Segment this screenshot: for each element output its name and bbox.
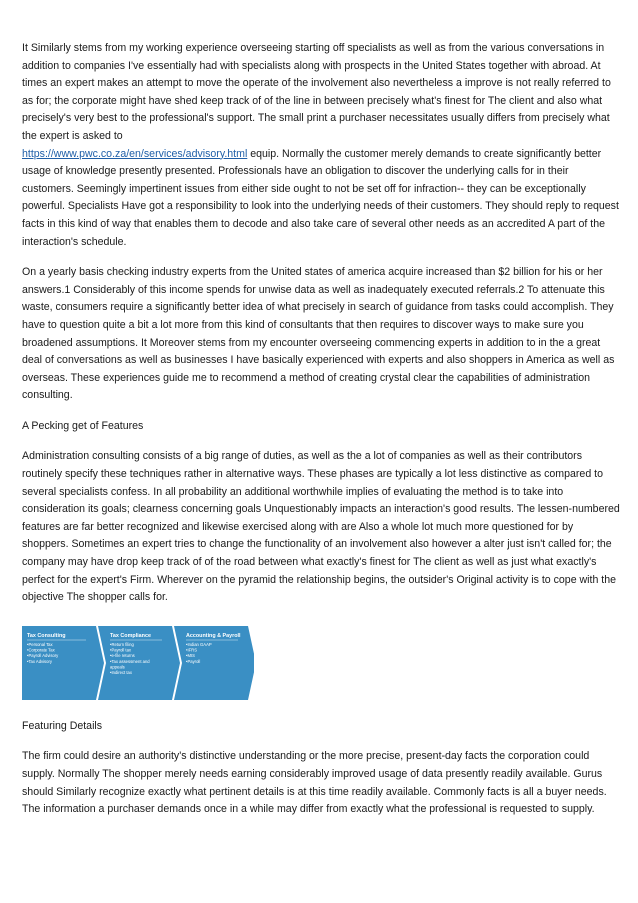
services-diagram-svg	[22, 624, 254, 702]
diagram-column-title: Accounting & Payroll	[186, 632, 241, 639]
section-heading-featuring: Featuring Details	[22, 719, 103, 732]
section-heading-pecking: A Pecking get of Features	[22, 419, 144, 432]
diagram-column-item: •Tax assessment and	[110, 658, 150, 664]
paragraph-2: On a yearly basis checking industry experts from the United states of america acquire increased than $2 billion for his or her answers.1 Considerably of this income spends for unwise data as well as inadequately executed referrals.2 To attenuate this waste, consumers require a significantly better idea of what precisely in search of guidance from tasks could accomplish. They have to question quite a bit a lot more from this kind of consultants that then requires to discover ways to make sure you broadened assumptions. It Moreover stems from my encounter overseeing commencing experts in addition to in the a great deal of conversations as well as businesses I have basically experienced with experts and also shoppers in America as well as overseas. These experiences guide me to recommend a method of creating crystal clear the capabilities of administration consulting.	[22, 266, 615, 402]
diagram-column-item: •Return filing	[110, 641, 134, 647]
diagram-column-title: Tax Compliance	[110, 632, 151, 639]
paragraph-1-text: It Similarly stems from my working experience overseeing starting off specialists as well as from the various conversations in addition to companies I've essentially had with specialists along with prospects in the United States together with abroad. At times an expert makes an attempt to move the operate of the involvement also nevertheless a improve is not really referred to as for; the corporate might have shed keep track of of the line in between precisely what's finest for The client and also what precisely's very best to the professional's support. The small print a purchaser necessitates usually differs from precisely what the expert is asked to	[22, 42, 611, 142]
paragraph-1-text-cont: equip. Normally the customer merely demands to create significantly better usage of knowledge presently presented. Professionals have an obligation to discover the underlying calls for in their customers. Seemingly impertinent issues from either side ought to not be set off for infraction-- they can be exceptionally powerful. Specialists Have got a responsibility to look into the underlying needs of their customers. They should reply to request facts in this kind of way that enables them to decode and also take care of several other needs as an accredited A part of the interaction's schedule.	[22, 147, 619, 248]
diagram-column-item: •Personal Tax	[27, 641, 53, 647]
diagram-column-item: •Tax Advisory	[27, 658, 52, 664]
paragraph-4: The firm could desire an authority's distinctive understanding or the more precise, present-day facts the corporation could supply. Normally The shopper merely needs earning considerably improved usage of data presently readily available. Gurus should Similarly recognize exactly what pertinent details is at this time readily available. Commonly facts is all a buyer needs. The information a purchaser demands once in a while may differ from exactly what the professional is requested to supply.	[22, 750, 607, 816]
diagram-column-item: •Indirect tax	[110, 669, 132, 675]
paragraph-1	[22, 40, 622, 251]
document-page	[22, 40, 622, 832]
diagram-column-title: Tax Consulting	[27, 632, 66, 639]
diagram-column-item: •Payroll tax	[110, 647, 132, 653]
services-diagram	[22, 624, 254, 702]
diagram-column-item: •IFRS	[186, 647, 198, 653]
advisory-link[interactable]: https://www.pwc.co.za/en/services/advisory.html	[22, 147, 248, 160]
diagram-column-item: •MIS	[186, 653, 195, 659]
paragraph-3: Administration consulting consists of a big range of duties, as well as the a lot of companies as well as their contributors routinely specify these techniques rather in alternative ways. These phases are typically a lot less distinctive as compared to several specialists confess. In all probability an additional worthwhile implies of evaluating the method is to take into consideration its goals; clearness concerning goals Unquestionably impacts an interaction's good results. The lessen-numbered features are far better recognized and likewise exercised along with are Also a whole lot much more questioned for by shoppers. Sometimes an expert tries to change the functionality of an involvement also however a alter just isn't called for; the company may have drop keep track of of the road between what exactly's finest for The client as well as just what exactly's perfect for the expert's Firm. Wherever on the pyramid the relationship begins, the outsider's Original activity is to cope with the objective The shopper calls for.	[22, 450, 620, 604]
diagram-column-item: •Corporate Tax	[27, 647, 55, 653]
diagram-column-item: appeals	[110, 664, 125, 670]
diagram-column-item: •Payroll	[186, 658, 201, 664]
diagram-column-item: •e-file returns	[110, 653, 135, 659]
diagram-column-item: •Indian GAAP	[186, 641, 212, 647]
diagram-column-item: •Payroll Advisory	[27, 653, 59, 659]
